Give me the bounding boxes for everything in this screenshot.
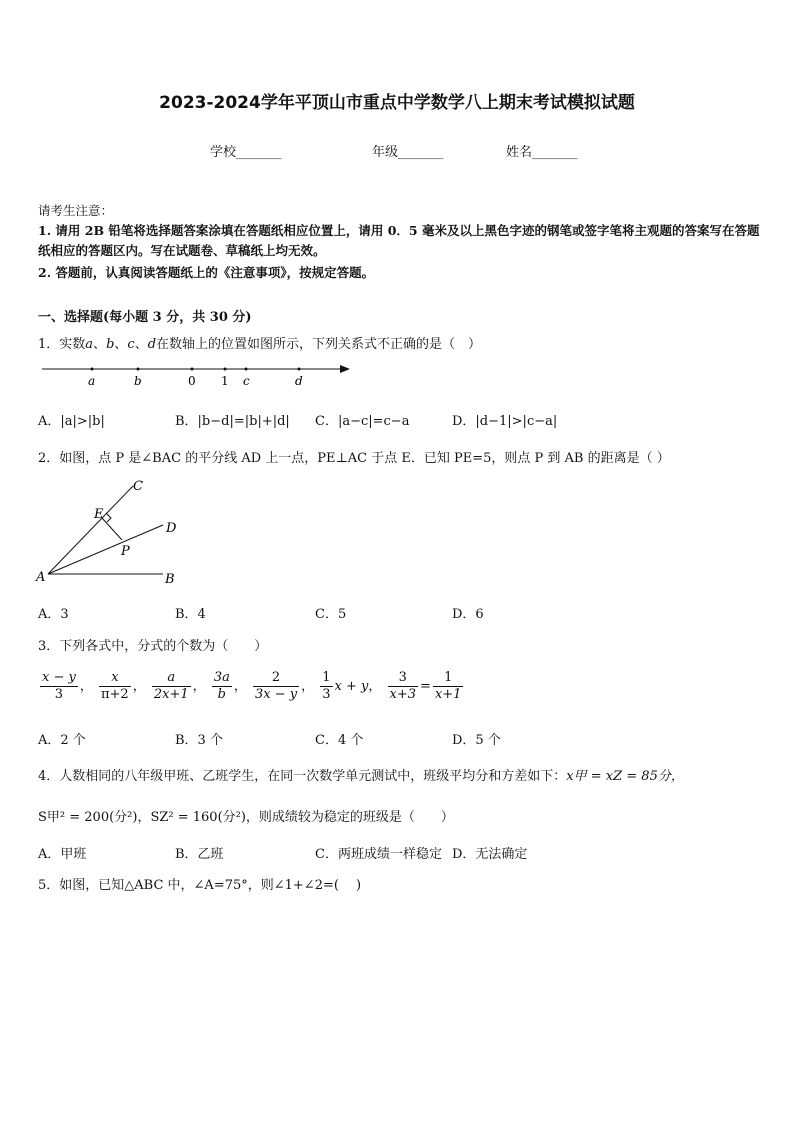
q3-option-b[interactable]: B．3 个 [175,733,223,748]
label-c: C [133,479,143,494]
q4-option-c[interactable]: C．两班成绩一样稳定 [315,847,442,862]
q4-option-b[interactable]: B．乙班 [175,847,224,862]
label-b: B [165,572,175,587]
axis-label-b: b [134,374,142,388]
q3-expressions: $\frac{x - y}{3}$ ， $\frac{x}{\pi+2}$ ， $\frac{a}{2x+1}$ ， $\frac{3a}{b}$ ， $\frac{2}{3x - y}$ ， $\frac{1}{3}$ x + y， $\frac{3}{x+3}$ = $\frac{1}{x+1}$ [42,670,462,702]
axis-label-1: 1 [221,374,229,388]
axis-label-c: c [243,374,250,388]
question-2: 2．如图，点 P 是∠BAC 的平分线 AD 上一点，PE⊥AC 于点 E．已知 PE=5，则点 P 到 AB 的距离是（ ） [38,451,670,466]
q1-option-a[interactable]: A．|a|>|b| [38,414,105,429]
axis-label-0: 0 [188,374,196,388]
q3-option-d[interactable]: D．5 个 [452,733,501,748]
question-1: 1．实数a、b、c、d在数轴上的位置如图所示，下列关系式不正确的是（ ） [38,337,482,352]
q1-option-b[interactable]: B．|b−d|=|b|+|d| [175,414,290,429]
q2-option-d[interactable]: D．6 [452,607,484,622]
grade-field: 年级_______ [372,145,444,160]
q3-option-a[interactable]: A．2 个 [38,733,86,748]
q3-option-c[interactable]: C．4 个 [315,733,364,748]
axis-label-d: d [295,374,303,388]
axis-label-a: a [88,374,96,388]
question-4: 4．人数相同的八年级甲班、乙班学生，在同一次数学单元测试中，班级平均分和方差如下：x甲 = xZ = 85分， [38,769,684,784]
section-heading: 一、选择题(每小题 3 分，共 30 分) [38,310,252,325]
q1-option-d[interactable]: D．|d−1|>|c−a| [452,414,558,429]
q1-option-c[interactable]: C．|a−c|=c−a [315,414,410,429]
notice-heading: 请考生注意： [38,203,114,218]
label-a: A [36,570,46,585]
question-3: 3．下列各式中，分式的个数为（ ） [38,639,268,654]
notice-item-2: 2. 答题前，认真阅读答题纸上的《注意事项》，按规定答题。 [38,265,375,280]
question-5: 5．如图，已知△ABC 中，∠A=75°，则∠1+∠2=( ) [38,878,362,893]
label-e: E [94,507,104,522]
angle-bisector-figure [32,475,192,590]
q4-option-a[interactable]: A．甲班 [38,847,87,862]
q2-option-b[interactable]: B．4 [175,607,206,622]
notice-item-1: 1. 请用 2B 铅笔将选择题答案涂填在答题纸相应位置上，请用 0．5 毫米及以上黑色字迹的钢笔或签字笔将主观题的答案写在答题纸相应的答题区内。写在试题卷、草稿纸上均无效。 [38,223,760,258]
q2-option-c[interactable]: C．5 [315,607,347,622]
page-title: 2023-2024学年平顶山市重点中学数学八上期末考试模拟试题 [159,93,635,113]
name-field: 姓名_______ [506,145,578,160]
q2-option-a[interactable]: A．3 [38,607,69,622]
school-field: 学校_______ [210,145,282,160]
q4-option-d[interactable]: D．无法确定 [452,847,528,862]
number-line-figure [38,358,358,392]
question-4-line-2: S甲² = 200(分²)，SZ² = 160(分²)，则成绩较为稳定的班级是（ ） [38,810,454,825]
label-d: D [166,521,177,536]
label-p: P [121,544,130,559]
q4-mean: x甲 = xZ = 85分， [566,769,684,784]
